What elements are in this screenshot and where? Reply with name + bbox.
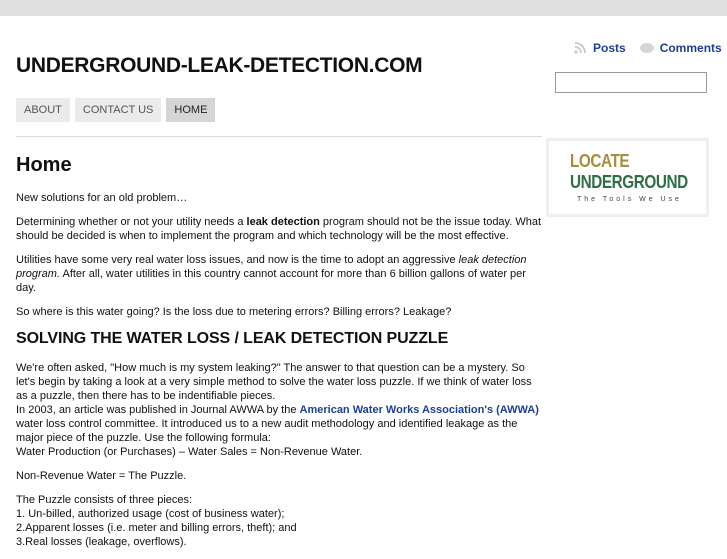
leak-detection-bold: leak detection <box>246 216 320 228</box>
tab-home[interactable]: HOME <box>166 98 215 122</box>
top-bar <box>0 0 727 16</box>
nav-divider <box>16 136 542 137</box>
paragraph-3: So where is this water going? Is the loss due to metering errors? Billing errors? Leakage? <box>16 306 452 318</box>
list-item: 2.Apparent losses (i.e. meter and billing errors, theft); and <box>16 522 297 534</box>
search-input[interactable] <box>555 72 707 93</box>
logo-line-2: UNDERGROUND <box>570 172 688 192</box>
posts-feed-link[interactable]: Posts <box>593 41 626 55</box>
rss-feed-icon <box>573 41 587 55</box>
main-content <box>16 152 542 559</box>
paragraph-4: We're often asked, "How much is my system leaking?" The answer to that question can be a mystery. So let's begin by taking a look at a very simple method to solve the water loss puzzle. If we think of water loss as a puzzle, then there has to be indentifiable pieces. In 2003, an article was published in Journal AWWA by the American Water Works Association's (AWWA) water loss control committee. It introduced us to a new audit methodology and identified leakage as the major piece of the puzzle. Use the following formula: Water Production (or Purchases) – Water Sales = Non-Revenue Water. <box>16 362 539 458</box>
banner-inner <box>549 141 706 214</box>
locate-underground-banner[interactable] <box>546 138 709 217</box>
site-title[interactable]: UNDERGROUND-LEAK-DETECTION.COM <box>16 54 423 77</box>
feed-links <box>573 41 722 55</box>
logo-line-1: LOCATE <box>570 151 630 171</box>
list-item: 1. Un-billed, authorized usage (cost of business water); <box>16 508 285 520</box>
paragraph-6: Non-Revenue Water = The Puzzle. <box>16 470 187 482</box>
paragraph-2: Utilities have some very real water loss issues, and now is the time to adopt an aggressive leak detection program. After all, water utilities in this country cannot account for more than 6 billion gallons of water per day. <box>16 254 527 294</box>
tab-contact-us[interactable]: CONTACT US <box>75 98 162 122</box>
section-heading: SOLVING THE WATER LOSS / LEAK DETECTION PUZZLE <box>16 330 449 347</box>
comment-bubble-icon <box>640 43 654 53</box>
leak-detection-program-em: leak detection program. <box>16 254 527 280</box>
main-navigation <box>16 98 215 122</box>
logo-tagline: The Tools We Use <box>577 196 682 203</box>
list-item: 3.Real losses (leakage, overflows). <box>16 536 187 548</box>
paragraph-1: Determining whether or not your utility needs a leak detection program should not be the issue today. What should be decided is when to implement the program and which technology will be the most effective. <box>16 216 542 242</box>
page-title: Home <box>16 154 72 176</box>
paragraph-7: The Puzzle consists of three pieces: 1. Un-billed, authorized usage (cost of business water); 2.Apparent losses (i.e. meter and billing errors, theft); and 3.Real losses (leakage, overflows). <box>16 494 297 548</box>
formula: Water Production (or Purchases) – Water Sales = Non-Revenue Water. <box>16 446 363 458</box>
comments-feed-link[interactable]: Comments <box>659 41 722 55</box>
tab-about[interactable]: ABOUT <box>16 98 70 122</box>
awwa-link[interactable]: American Water Works Association's (AWWA) <box>299 404 539 416</box>
intro-paragraph: New solutions for an old problem… <box>16 192 188 204</box>
